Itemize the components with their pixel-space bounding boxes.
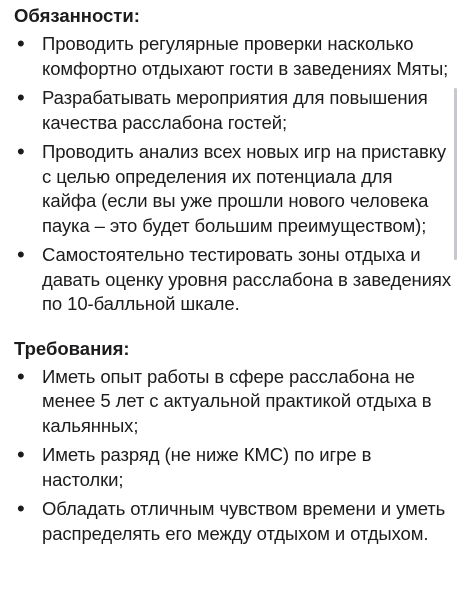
bullet-icon: • [17,363,25,389]
duties-heading: Обязанности: [14,5,140,26]
list-item-text: Самостоятельно тестировать зоны отдыха и давать оценку уровня расслабона в заведениях по 10-балльной шкале. [42,244,451,314]
list-item [14,497,451,546]
duties-list [14,32,451,317]
requirements-list [14,365,451,547]
list-item-text: Обладать отличным чувством времени и уметь распределять его между отдыхом и отдыхом. [42,498,446,544]
list-item-text: Проводить анализ всех новых игр на приставку с целью определения их потенциала для кайфа (если вы уже прошли нового человека паука – это будет большим преимуществом); [42,141,447,236]
bullet-icon: • [17,31,25,56]
list-item [14,365,451,439]
scrollbar[interactable] [454,88,457,260]
list-item-text: Иметь разряд (не ниже КМС) по игре в настолки; [42,444,372,490]
list-item-text: Иметь опыт работы в сфере расслабона не менее 5 лет с актуальной практикой отдыха в кальянных; [42,365,432,436]
list-item [14,32,451,81]
list-item [14,140,451,238]
bullet-icon: • [17,442,25,467]
bullet-icon: • [17,85,25,110]
requirements-heading: Требования: [14,337,130,359]
bullet-icon: • [17,242,25,267]
list-item [14,86,451,135]
bullet-icon: • [17,139,25,164]
list-item-text: Разрабатывать мероприятия для повышения качества расслабона гостей; [42,87,428,133]
bullet-icon: • [17,496,25,521]
list-item [14,243,451,317]
list-item-text: Проводить регулярные проверки насколько комфортно отдыхают гости в заведениях Мяты; [42,33,449,79]
list-item [14,443,451,492]
